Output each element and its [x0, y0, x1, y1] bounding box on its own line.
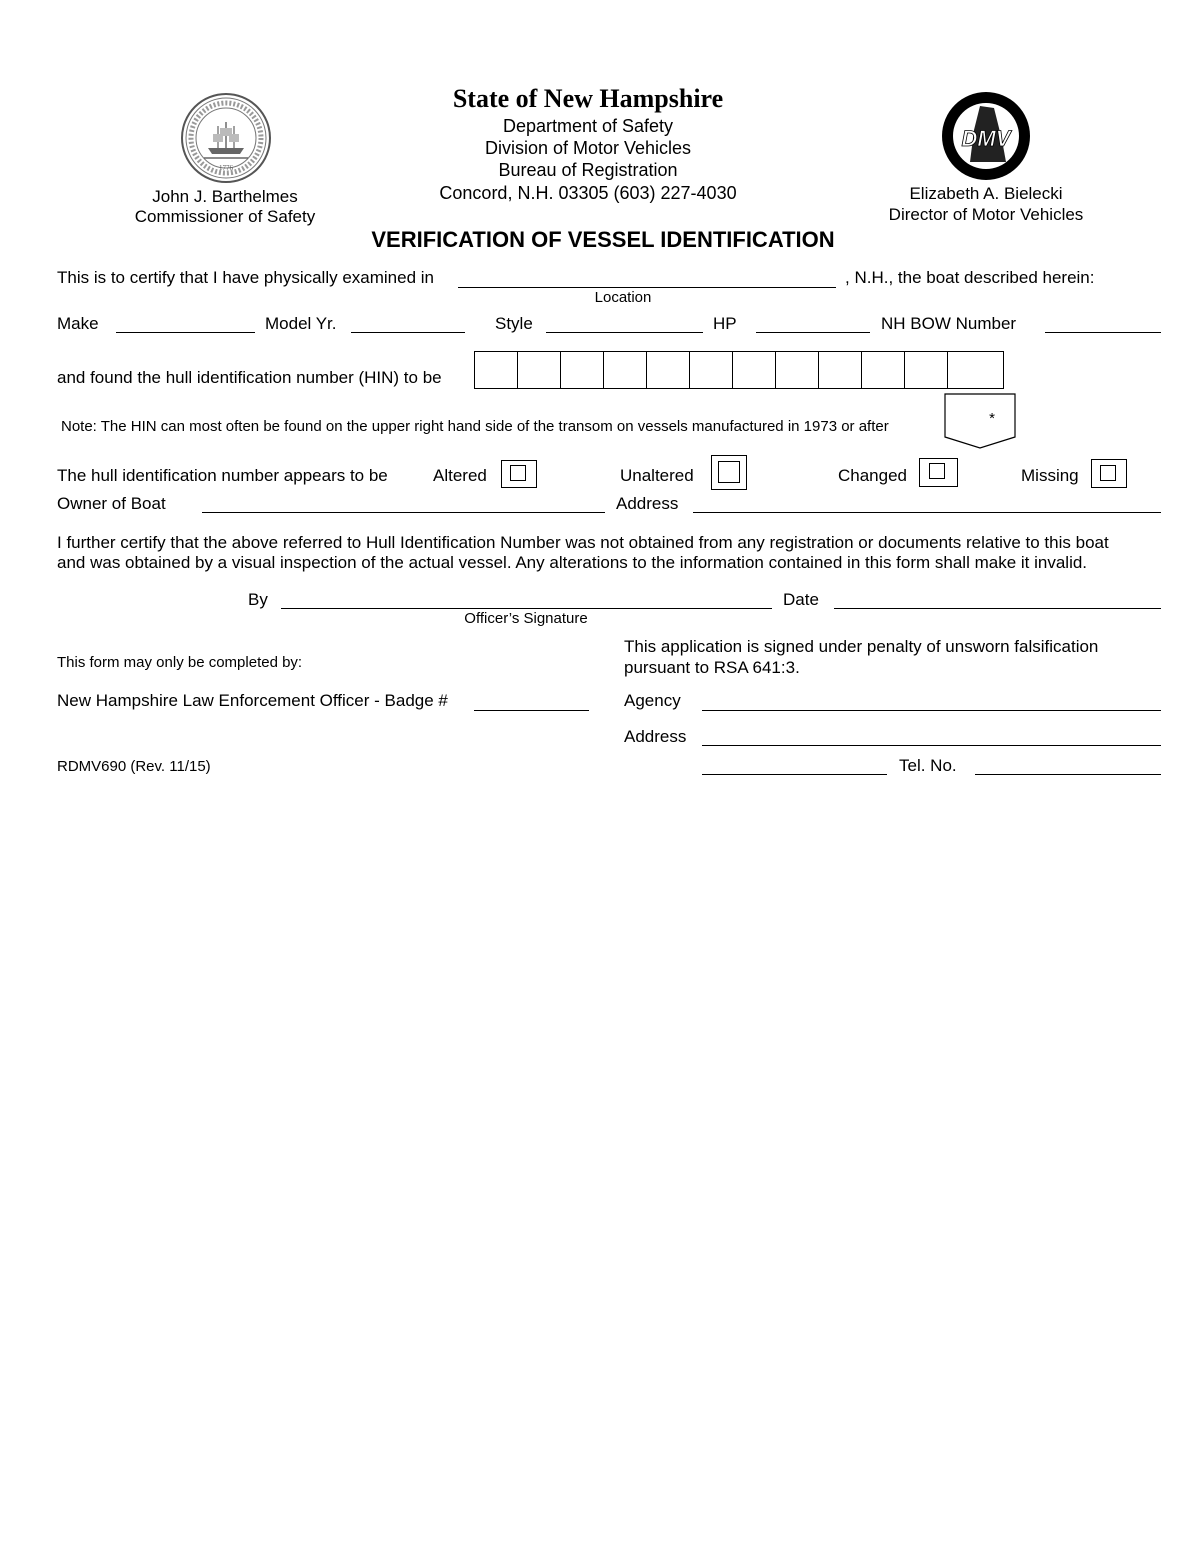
agency-address-field[interactable] [702, 745, 1161, 746]
hin-cell[interactable] [776, 352, 819, 388]
bow-number-field[interactable] [1045, 332, 1161, 333]
commissioner-title: Commissioner of Safety [134, 207, 316, 226]
hin-label: and found the hull identification number (HIN) to be [57, 368, 442, 387]
model-year-label: Model Yr. [265, 314, 337, 333]
hp-field[interactable] [756, 332, 870, 333]
completed-by-note: This form may only be completed by: [57, 654, 303, 671]
hin-cell[interactable] [948, 352, 991, 388]
status-label: The hull identification number appears to be [57, 466, 388, 485]
hin-cell[interactable] [905, 352, 948, 388]
state-title: State of New Hampshire [452, 84, 724, 113]
further-certify-line2: and was obtained by a visual inspection of the actual vessel. Any alterations to the information contained in this form shall make it invalid. [57, 553, 1088, 572]
altered-checkbox[interactable] [501, 460, 537, 488]
agency-label: Agency [624, 691, 681, 710]
missing-checkbox[interactable] [1091, 459, 1127, 488]
tel-field[interactable] [975, 774, 1161, 775]
director-name: Elizabeth A. Bielecki [909, 184, 1063, 203]
bureau-line: Bureau of Registration [498, 160, 678, 180]
badge-number-field[interactable] [474, 710, 589, 711]
agency-field[interactable] [702, 710, 1161, 711]
owner-address-field[interactable] [693, 512, 1161, 513]
location-field[interactable] [458, 287, 836, 288]
seal-year: 1776 [219, 164, 233, 172]
agency-address-line2-field[interactable] [702, 774, 887, 775]
certify-suffix: , N.H., the boat described herein: [845, 268, 1095, 287]
owner-address-label: Address [616, 494, 679, 513]
agency-address-label: Address [624, 727, 687, 746]
hin-cell[interactable] [518, 352, 561, 388]
hin-location-note: Note: The HIN can most often be found on the upper right hand side of the transom on vessels manufactured in 1973 or after [61, 418, 889, 435]
unaltered-label: Unaltered [620, 466, 694, 485]
officer-signature-label: Officer’s Signature [464, 610, 588, 627]
officer-signature-field[interactable] [281, 608, 772, 609]
transom-marker-asterisk: * [989, 410, 995, 427]
hin-cell[interactable] [475, 352, 518, 388]
director-title: Director of Motor Vehicles [888, 205, 1084, 224]
tel-label: Tel. No. [899, 756, 957, 775]
make-label: Make [57, 314, 99, 333]
certify-prefix: This is to certify that I have physically examined in [57, 268, 434, 287]
owner-field[interactable] [202, 512, 605, 513]
date-label: Date [783, 590, 819, 609]
department-line: Department of Safety [502, 116, 674, 136]
hin-cell[interactable] [561, 352, 604, 388]
make-field[interactable] [116, 332, 255, 333]
date-field[interactable] [834, 608, 1161, 609]
commissioner-name: John J. Barthelmes [152, 187, 298, 206]
penalty-statement-line1: This application is signed under penalty of unsworn falsification [624, 637, 1099, 656]
changed-checkbox[interactable] [919, 458, 958, 487]
hp-label: HP [713, 314, 737, 333]
form-title: VERIFICATION OF VESSEL IDENTIFICATION [371, 227, 835, 252]
style-label: Style [495, 314, 533, 333]
nh-state-seal [180, 92, 272, 184]
hin-cell[interactable] [862, 352, 905, 388]
hin-cell[interactable] [733, 352, 776, 388]
hin-cell[interactable] [604, 352, 647, 388]
further-certify-line1: I further certify that the above referred to Hull Identification Number was not obtained from any registration or documents relative to this boat [57, 533, 1109, 552]
altered-label: Altered [433, 466, 487, 485]
penalty-statement-line2: pursuant to RSA 641:3. [624, 658, 800, 677]
location-label: Location [594, 289, 652, 306]
owner-label: Owner of Boat [57, 494, 166, 513]
form-id: RDMV690 (Rev. 11/15) [57, 758, 211, 775]
hin-entry-grid[interactable] [474, 351, 1004, 389]
bow-number-label: NH BOW Number [881, 314, 1017, 333]
address-line: Concord, N.H. 03305 (603) 227-4030 [439, 183, 737, 203]
hin-cell[interactable] [690, 352, 733, 388]
hin-cell[interactable] [819, 352, 862, 388]
model-year-field[interactable] [351, 332, 465, 333]
missing-label: Missing [1021, 466, 1079, 485]
hin-cell[interactable] [647, 352, 690, 388]
changed-label: Changed [838, 466, 908, 485]
dmv-logo [940, 90, 1032, 182]
badge-label: New Hampshire Law Enforcement Officer - Badge # [57, 691, 448, 710]
by-label: By [248, 590, 268, 609]
division-line: Division of Motor Vehicles [484, 138, 692, 158]
unaltered-checkbox[interactable] [711, 455, 747, 490]
style-field[interactable] [546, 332, 703, 333]
dmv-logo-text: DMV [961, 126, 1011, 151]
